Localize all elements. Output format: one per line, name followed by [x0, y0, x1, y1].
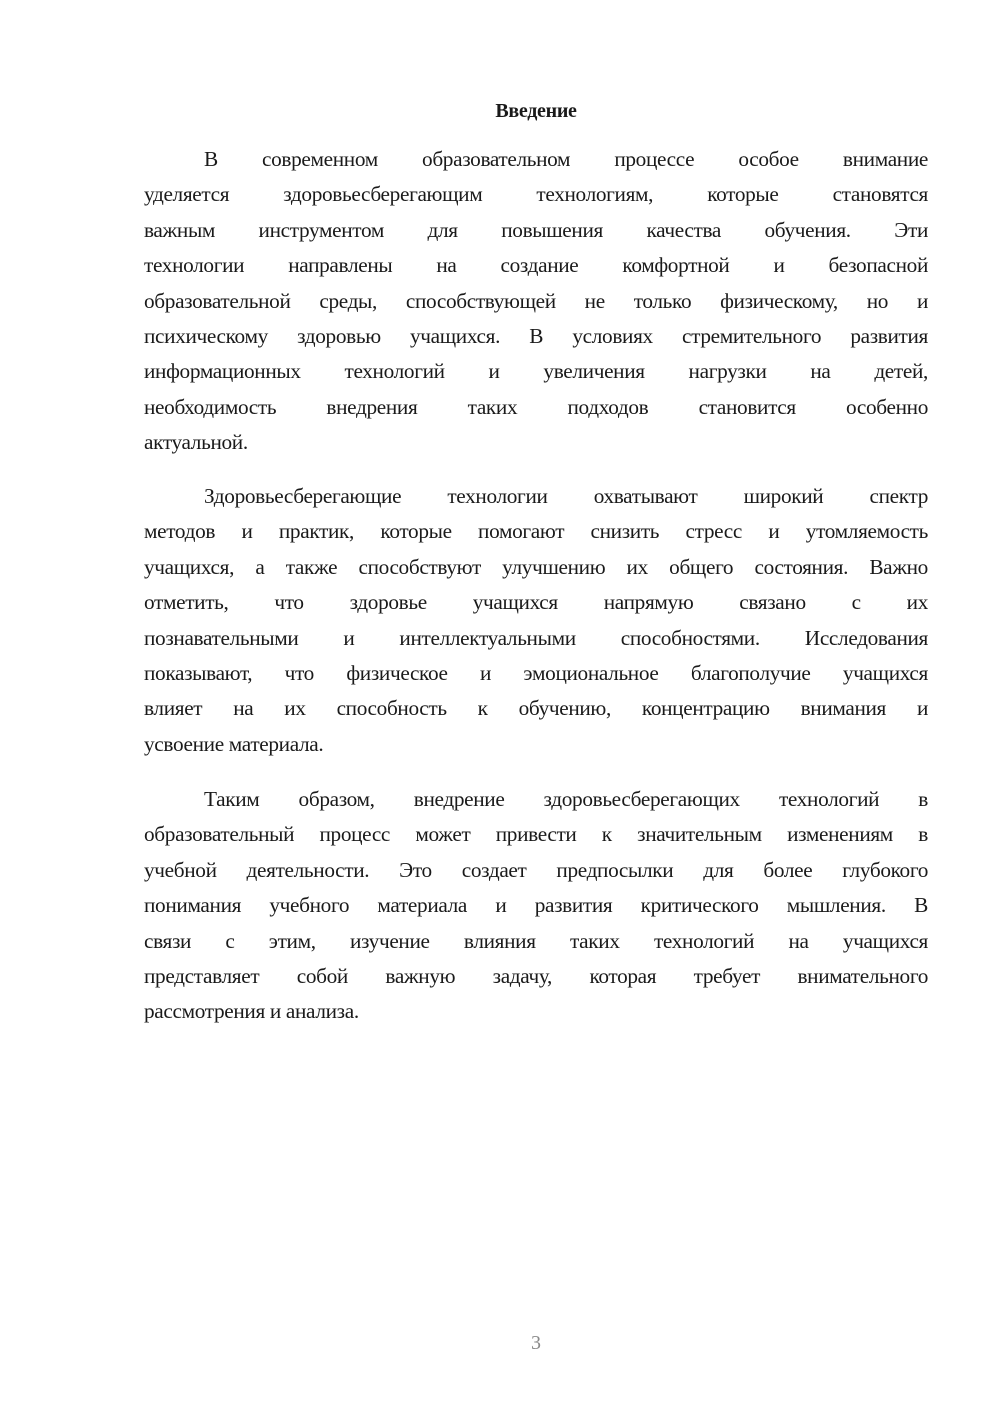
text-line: учащихся, а также способствуют улучшению их общего состояния. Важно — [144, 554, 928, 579]
text-line: представляет собой важную задачу, которая требует внимательного — [144, 963, 928, 988]
section-title: Введение — [495, 100, 577, 122]
text-line: отметить, что здоровье учащихся напрямую связано с их — [144, 590, 928, 615]
text-line: важным инструментом для повышения качества обучения. Эти — [144, 217, 928, 242]
paragraph-2 — [144, 479, 928, 762]
text-line: информационных технологий и увеличения нагрузки на детей, — [144, 359, 928, 384]
text-line: методов и практик, которые помогают снизить стресс и утомляемость — [144, 519, 928, 544]
page-number: 3 — [531, 1332, 541, 1354]
text-line: уделяется здоровьесберегающим технологиям, которые становятся — [144, 182, 928, 207]
text-line: рассмотрения и анализа. — [144, 999, 359, 1024]
text-line: образовательной среды, способствующей не только физическому, но и — [144, 288, 928, 313]
text-line: В современном образовательном процессе особое внимание — [204, 147, 928, 171]
text-line: Здоровьесберегающие технологии охватывают широкий спектр — [204, 484, 928, 508]
text-line: показывают, что физическое и эмоциональное благополучие учащихся — [144, 660, 928, 685]
text-line: познавательными и интеллектуальными способностями. Исследования — [144, 625, 928, 650]
text-line: актуальной. — [144, 430, 248, 455]
text-line: психическому здоровью учащихся. В условиях стремительного развития — [144, 323, 928, 348]
text-line: понимания учебного материала и развития критического мышления. В — [144, 893, 928, 918]
text-line: образовательный процесс может привести к значительным изменениям в — [144, 822, 928, 847]
paragraph-3 — [144, 782, 928, 1030]
text-line: усвоение материала. — [144, 731, 324, 756]
text-line: технологии направлены на создание комфортной и безопасной — [144, 253, 928, 278]
text-line: связи с этим, изучение влияния таких технологий на учащихся — [144, 928, 928, 953]
text-line: учебной деятельности. Это создает предпосылки для более глубокого — [144, 857, 928, 882]
paragraph-1 — [144, 142, 928, 461]
text-line: необходимость внедрения таких подходов становится особенно — [144, 394, 928, 419]
text-line: Таким образом, внедрение здоровьесберегающих технологий в — [204, 787, 928, 811]
text-line: влияет на их способность к обучению, концентрацию внимания и — [144, 696, 928, 721]
